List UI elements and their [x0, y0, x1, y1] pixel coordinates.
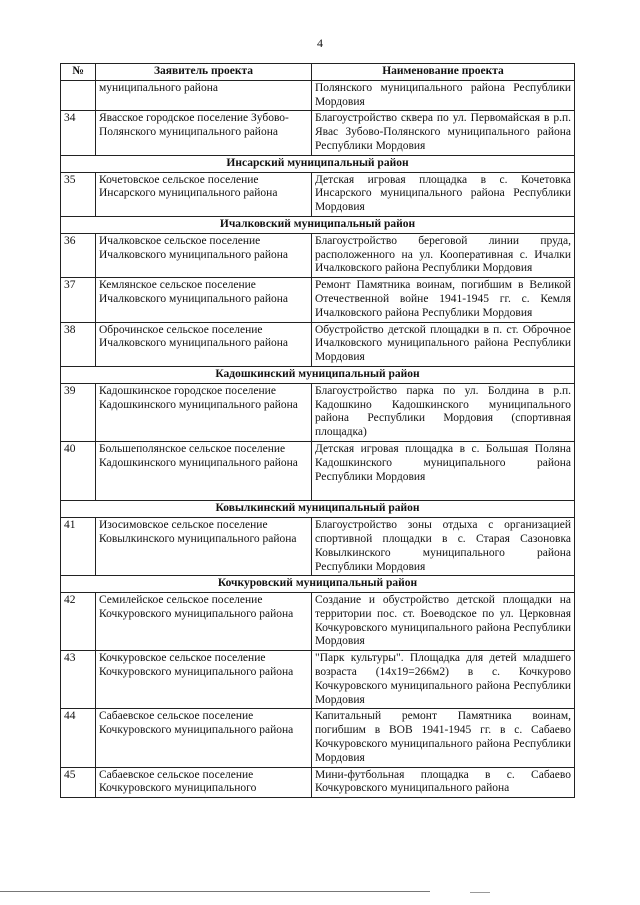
applicant-cell: Кочкуровское сельское поселение Кочкуровского муниципального района [96, 651, 312, 709]
project-name-cell: Создание и обустройство детской площадки на территории пос. ст. Воеводское по ул. Церковная Кочкуровского муниципального района Республики Мордовия [312, 593, 575, 651]
row-number: 36 [61, 233, 96, 277]
project-name-cell: Благоустройство зоны отдыха с организацией спортивной площадки в с. Старая Сазоновка Ковылкинского муниципального района Республики Мордовия [312, 518, 575, 576]
row-number: 45 [61, 767, 96, 798]
project-name-cell: Капитальный ремонт Памятника воинам, погибшим в ВОВ 1941-1945 гг. в с. Сабаево Кочкуровского муниципального района Республики Мордовия [312, 709, 575, 767]
table-row [61, 278, 575, 322]
project-name-cell: Мини-футбольная площадка в с. Сабаево Кочкуровского муниципального района [312, 767, 575, 798]
section-title: Ковылкинский муниципальный район [61, 501, 575, 518]
applicant-cell: Изосимовское сельское поселение Ковылкинского муниципального района [96, 518, 312, 576]
applicant-cell: муниципального района [96, 80, 312, 111]
project-name-cell: Детская игровая площадка в с. Большая Поляна Кадошкинского муниципального района Республики Мордовия [312, 441, 575, 500]
table-row [61, 709, 575, 767]
project-name-cell: "Парк культуры". Площадка для детей младшего возраста (14х19=266м2) в с. Кочкурово Кочкуровского муниципального района Республики Мордовия [312, 651, 575, 709]
section-header-row [61, 501, 575, 518]
row-number: 35 [61, 172, 96, 216]
row-number: 43 [61, 651, 96, 709]
section-header-row [61, 216, 575, 233]
table-body [61, 80, 575, 797]
table-row [61, 322, 575, 366]
table-row [61, 767, 575, 798]
table-row [61, 518, 575, 576]
table-row [61, 593, 575, 651]
row-number: 39 [61, 383, 96, 441]
table-row [61, 651, 575, 709]
row-number [61, 80, 96, 111]
applicant-cell: Большеполянское сельское поселение Кадошкинского муниципального района [96, 441, 312, 500]
applicant-cell: Оброчинское сельское поселение Ичалковского муниципального района [96, 322, 312, 366]
footer-rule [0, 891, 430, 892]
project-name-cell: Благоустройство парка по ул. Болдина в р.п. Кадошкино Кадошкинского муниципального района Республики Мордовия (спортивная площадка) [312, 383, 575, 441]
project-name-cell: Полянского муниципального района Республики Мордовия [312, 80, 575, 111]
applicant-cell: Ичалковское сельское поселение Ичалковского муниципального района [96, 233, 312, 277]
applicant-cell: Кемлянское сельское поселение Ичалковского муниципального района [96, 278, 312, 322]
table-row [61, 172, 575, 216]
section-title: Кочкуровский муниципальный район [61, 576, 575, 593]
page-number: 4 [317, 36, 323, 50]
project-name-cell: Обустройство детской площадки в п. ст. Оброчное Ичалковского муниципального района Республики Мордовия [312, 322, 575, 366]
header-project: Наименование проекта [312, 64, 575, 81]
section-title: Ичалковский муниципальный район [61, 216, 575, 233]
header-number: № [61, 64, 96, 81]
row-number: 37 [61, 278, 96, 322]
applicant-cell: Сабаевское сельское поселение Кочкуровского муниципального [96, 767, 312, 798]
section-header-row [61, 576, 575, 593]
row-number: 42 [61, 593, 96, 651]
project-name-cell: Ремонт Памятника воинам, погибшим в Великой Отечественной войне 1941-1945 гг. с. Кемля Ичалковского района Республики Мордовия [312, 278, 575, 322]
table-header-row [61, 64, 575, 81]
header-applicant: Заявитель проекта [96, 64, 312, 81]
table-row [61, 111, 575, 155]
section-title: Инсарский муниципальный район [61, 155, 575, 172]
row-number: 41 [61, 518, 96, 576]
applicant-cell: Явасское городское поселение Зубово-Полянского муниципального района [96, 111, 312, 155]
applicant-cell: Сабаевское сельское поселение Кочкуровского муниципального района [96, 709, 312, 767]
row-number: 34 [61, 111, 96, 155]
table-row [61, 383, 575, 441]
applicant-cell: Кадошкинское городское поселение Кадошкинского муниципального района [96, 383, 312, 441]
footer-rule-fragment [470, 892, 490, 893]
row-number: 44 [61, 709, 96, 767]
projects-table [60, 63, 575, 798]
applicant-cell: Кочетовское сельское поселение Инсарского муниципального района [96, 172, 312, 216]
section-header-row [61, 155, 575, 172]
table-row [61, 80, 575, 111]
applicant-cell: Семилейское сельское поселение Кочкуровского муниципального района [96, 593, 312, 651]
project-name-cell: Благоустройство береговой линии пруда, расположенного на ул. Кооперативная с. Ичалки Ичалковского района Республики Мордовия [312, 233, 575, 277]
row-number: 40 [61, 441, 96, 500]
project-name-cell: Благоустройство сквера по ул. Первомайская в р.п. Явас Зубово-Полянского муниципального района Республики Мордовия [312, 111, 575, 155]
table-row [61, 441, 575, 500]
project-name-cell: Детская игровая площадка в с. Кочетовка Инсарского муниципального района Республики Мордовия [312, 172, 575, 216]
section-title: Кадошкинский муниципальный район [61, 366, 575, 383]
section-header-row [61, 366, 575, 383]
table-row [61, 233, 575, 277]
row-number: 38 [61, 322, 96, 366]
